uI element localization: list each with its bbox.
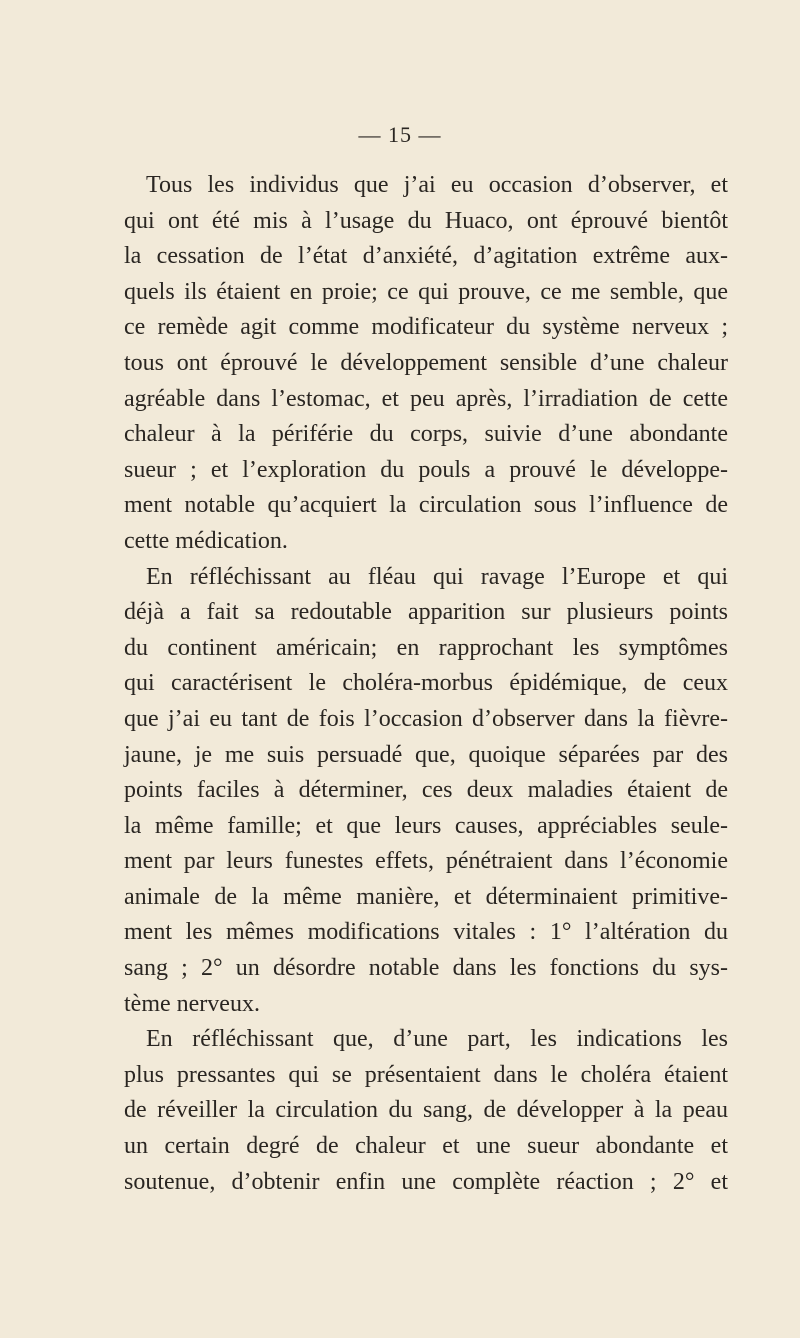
text-line: quels ils étaient en proie; ce qui prouve, ce me semble, que [124, 278, 728, 305]
text-line: un certain degré de chaleur et une sueur abondante et [124, 1133, 728, 1160]
text-line: ment les mêmes modifications vitales : 1° l’altération du [124, 919, 728, 946]
text-line: points faciles à déterminer, ces deux maladies étaient de [124, 777, 728, 804]
text-line: ment notable qu’acquiert la circulation sous l’influence de [124, 492, 728, 519]
text-line: agréable dans l’estomac, et peu après, l’irradiation de cette [124, 385, 728, 412]
text-line: Tous les individus que j’ai eu occasion d’observer, et [146, 172, 728, 198]
text-line: sang ; 2° un désordre notable dans les fonctions du sys- [124, 955, 728, 982]
text-line: du continent américain; en rapprochant les symptômes [124, 634, 728, 661]
text-line: soutenue, d’obtenir enfin une complète réaction ; 2° et [124, 1168, 728, 1195]
text-line: qui caractérisent le choléra-morbus épidémique, de ceux [124, 670, 728, 697]
paragraph [124, 560, 728, 1023]
text-line: sueur ; et l’exploration du pouls a prouvé le développe- [124, 456, 728, 483]
text-line: la même famille; et que leurs causes, appréciables seule- [124, 812, 728, 839]
text-line: En réfléchissant au fléau qui ravage l’Europe et qui [146, 563, 728, 590]
text-line: En réfléchissant que, d’une part, les indications les [146, 1026, 728, 1053]
text-line: animale de la même manière, et déterminaient primitive- [124, 883, 728, 910]
text-line: de réveiller la circulation du sang, de développer à la peau [124, 1097, 728, 1124]
text-line: la cessation de l’état d’anxiété, d’agitation extrême aux- [124, 243, 728, 270]
text-line: que j’ai eu tant de fois l’occasion d’observer dans la fièvre- [124, 705, 728, 732]
text-line: tous ont éprouvé le développement sensible d’une chaleur [124, 349, 728, 376]
text-line: ment par leurs funestes effets, pénétraient dans l’économie [124, 848, 728, 875]
paragraph [124, 168, 728, 560]
paragraph [124, 1022, 728, 1200]
text-line: jaune, je me suis persuadé que, quoique séparées par des [124, 741, 728, 768]
page-number: — 15 — [358, 122, 442, 147]
text-line: ce remède agit comme modificateur du système nerveux ; [124, 314, 728, 341]
text-line: chaleur à la périférie du corps, suivie d’une abondante [124, 421, 728, 448]
body-text [124, 168, 728, 1200]
text-line: tème nerveux. [124, 990, 260, 1017]
text-line: cette médication. [124, 527, 288, 554]
text-line: plus pressantes qui se présentaient dans le choléra étaient [124, 1061, 728, 1088]
text-line: déjà a fait sa redoutable apparition sur plusieurs points [124, 599, 728, 626]
text-line: qui ont été mis à l’usage du Huaco, ont éprouvé bientôt [124, 207, 728, 234]
